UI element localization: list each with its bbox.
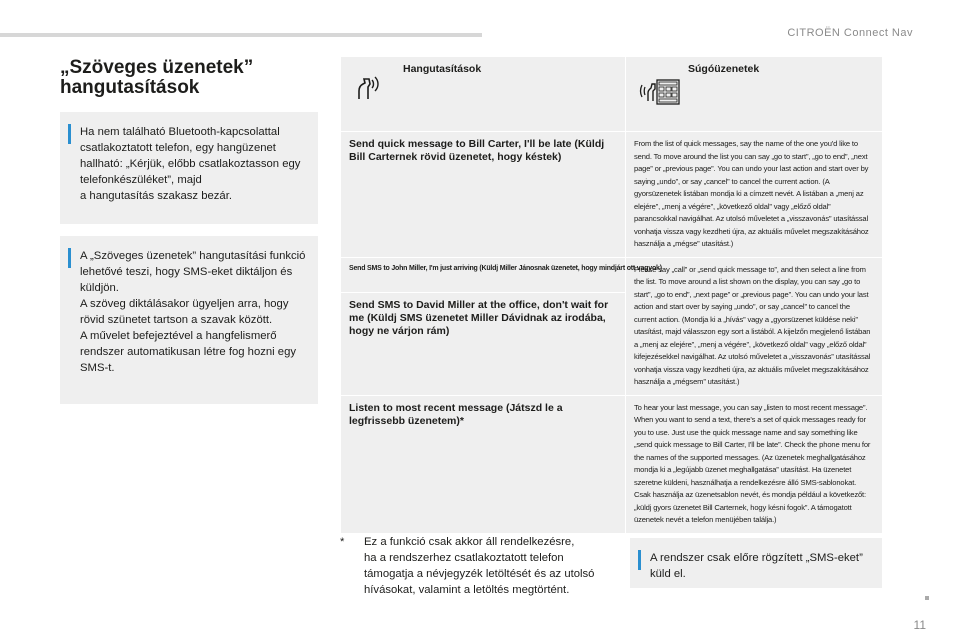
table-row (341, 257, 883, 395)
command-cell-part (341, 293, 625, 344)
note-box-sms (630, 538, 882, 588)
info-icon (68, 248, 71, 268)
command-cell (341, 257, 662, 395)
response-cell (626, 257, 883, 395)
voice-commands-table (340, 56, 883, 534)
response-text: Please say „call” or „send quick message to”, and then select a line from the list. To move around a list shown on the display, you can say „go to start”, „go to end”, „next page” or „previous page”. You can undo your last action and start over by saying „undo”, or say „cancel” to cancel the current action. (Mondja ki a „hívás” vagy a „gyorsüzenet küldése neki” utasítást, majd válasszon egy sort a listából. A kijelzőn megjelenő listában a „menj az elejére”, „menj a végére”, „következő oldal” vagy „előző oldal” kifejezésekkel navigálhat. Az utolsó műveletet a „visszavonás” utasítással vonhatja vissza vagy kezdheti újra, az aktuális művelet megszakításához használja a „mégsem” utasítást.) (634, 264, 871, 386)
table-row (341, 395, 883, 533)
command-text: Send SMS to David Miller at the office, don't wait for me (Küldj SMS üzenetet Miller Dávidnak az irodába, hogy ne várjon rám) (349, 298, 609, 337)
command-cell (341, 132, 626, 258)
response-text: From the list of quick messages, say the name of the one you'd like to send. To move around the list you can say „go to start”, „go to end”, „next page” or „previous page”. You can undo your last action and start over by saying „undo”, or say „cancel” to cancel the current action. (A gyorsüzenetek listában mondja ki a címzett nevét. A listában a „menj az elejére”, „menj a végére”, „következő oldal” vagy „előző oldal” parancsokkal navigálhat. Az utolsó műveletet a „visszavonás” utasítással vonhatja vissza vagy kezdheti újra, az aktuális művelet megszakításához használja a „mégse” utasítást.) (634, 139, 869, 248)
page-number: 11 (913, 618, 926, 632)
command-cell (341, 395, 626, 533)
response-cell (626, 132, 883, 258)
footnote-marker: * (340, 536, 345, 548)
info-box-text: Ha nem található Bluetooth-kapcsolattal csatlakoztatott telefon, egy hangüzenet hallható: „Kérjük, előbb csatlakoztasson egy telefonkészüléket”, majd a hangutasítás szakasz bezár. (80, 126, 301, 202)
info-box-bluetooth (60, 112, 318, 224)
column-header-label: Súgóüzenetek (688, 63, 760, 75)
command-text: Listen to most recent message (Játszd le a legfrissebb üzenetem)* (349, 401, 563, 427)
voice-help-screen-icon (640, 75, 680, 114)
column-header-label: Hangutasítások (403, 63, 482, 75)
footnote-text: Ez a funkció csak akkor áll rendelkezésre, ha a rendszerhez csatlakoztatott telefon támogatja a névjegyzék letöltését és az utolsó hívásokat, valamint a letöltés megtörtént. (364, 536, 595, 596)
page-dot (925, 596, 929, 600)
info-icon (638, 550, 641, 570)
footnote (340, 534, 610, 598)
command-cell-part (341, 258, 662, 293)
command-text: Send quick message to Bill Carter, I'll be late (Küldj Bill Carternek rövid üzenetet, hogy késtek) (349, 138, 605, 163)
response-cell (626, 395, 883, 533)
table-row (341, 132, 883, 258)
voice-command-icon (355, 75, 381, 106)
header-rule (0, 33, 482, 37)
info-box-text: A „Szöveges üzenetek” hangutasítási funkció lehetővé teszi, hogy SMS-eket diktáljon és küldjön. A szöveg diktálásakor ügyeljen arra, hogy rövid szünetet tartson a szavak között. A művelet befejeztével a hangfelismerő rendszer automatikusan létre fog hozni egy SMS-t. (80, 250, 306, 374)
info-box-sms (60, 236, 318, 404)
response-text: To hear your last message, you can say „listen to most recent message”. When you want to send a text, there's a set of quick messages ready for you to use. Just use the quick message name and say something like „send quick message to Bill Carter, I'll be late”. Check the phone menu for the names of the supported messages. (Az üzenetek meghallgatásához mondja ki a „legújabb üzenet meghallgatása” utasítást. Ha üzenetet szeretne küldeni, használhatja a rendelkezésre álló SMS-sablonokat. Csak használja az üzenetsablon nevét, és mondja például a következőt: „küldj gyors üzenetet Bill Carternek, hogy késni fogok”. A támogatott üzenetek nevét a telefon menüjében találja.) (634, 402, 871, 524)
table-header-help (626, 57, 883, 132)
page-title: „Szöveges üzenetek” hangutasítások (60, 57, 254, 98)
command-text: Send SMS to John Miller, I'm just arriving (Küldj Miller Jánosnak üzenetet, hogy mindjárt ott vagyok) (349, 264, 662, 272)
note-box-text: A rendszer csak előre rögzített „SMS-eket” küld el. (650, 552, 863, 580)
brand-label: CITROËN Connect Nav (787, 27, 913, 39)
table-header-commands (341, 57, 626, 132)
info-icon (68, 124, 71, 144)
